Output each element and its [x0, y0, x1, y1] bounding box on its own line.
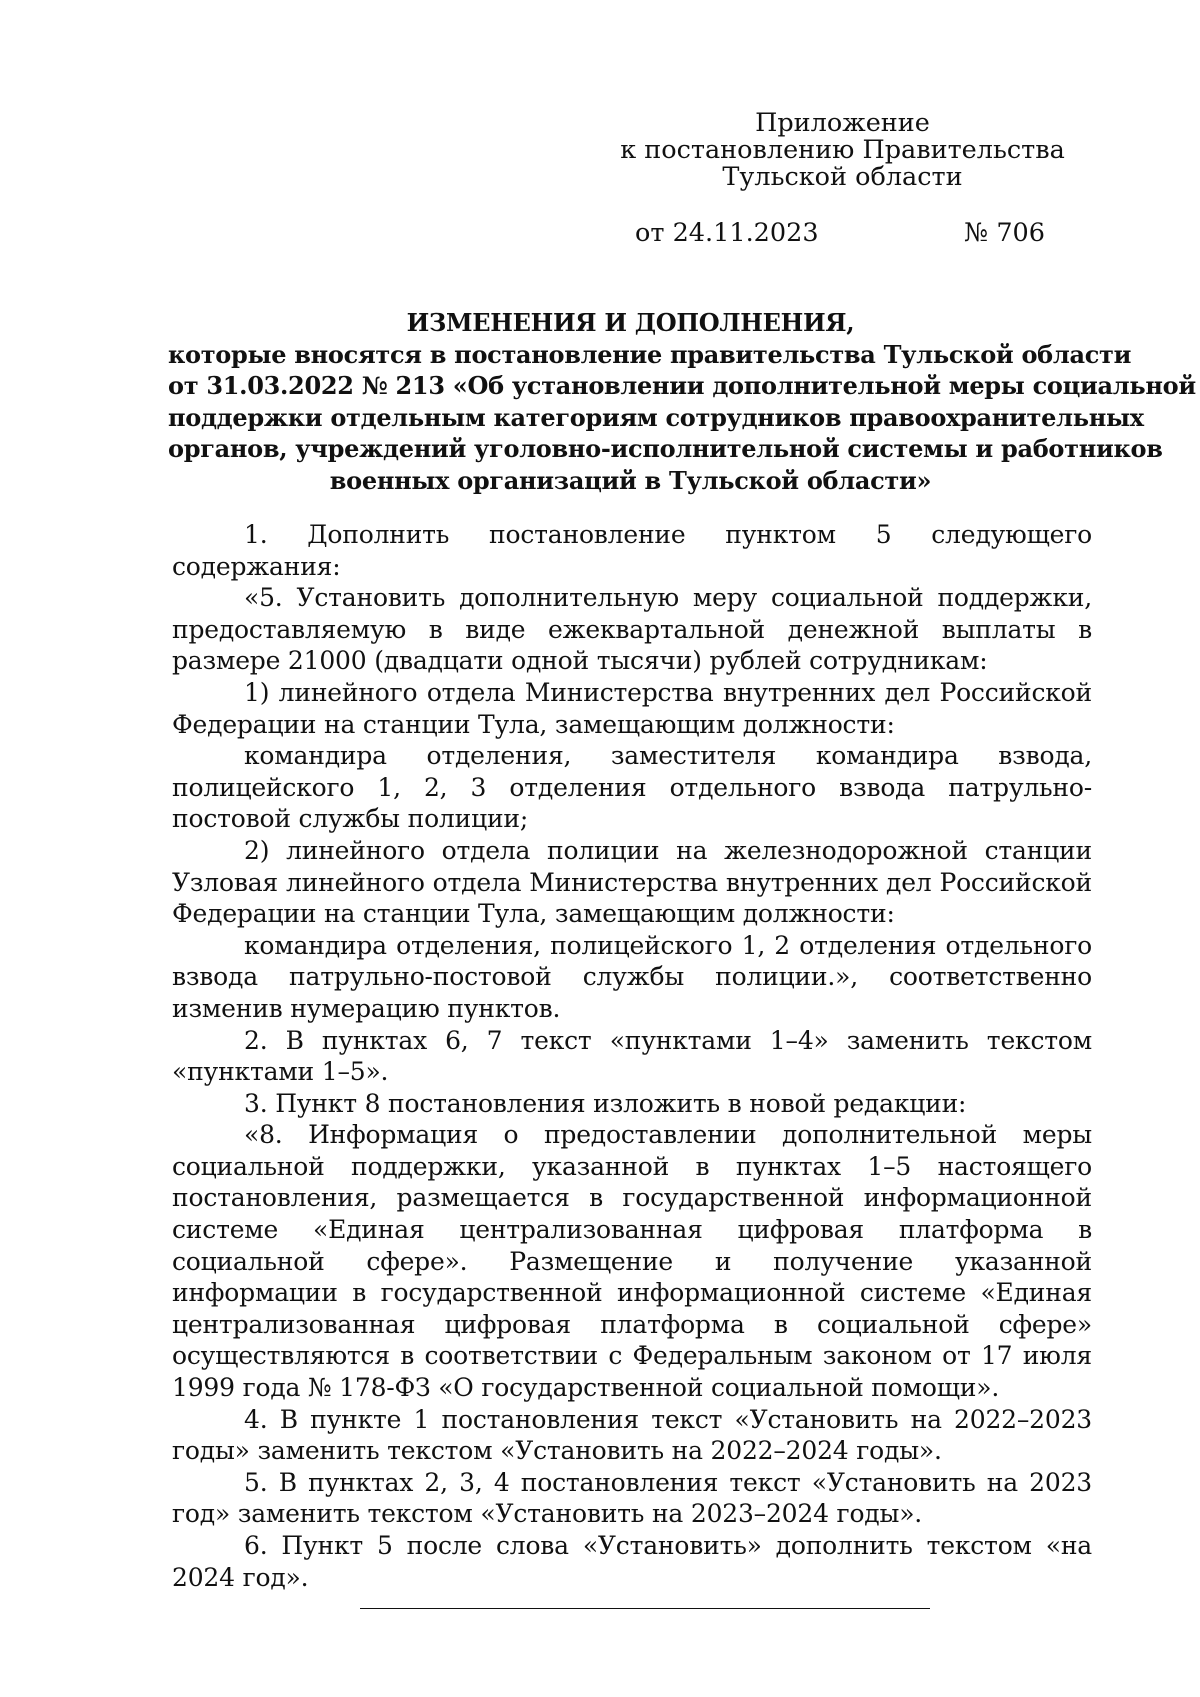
document-title — [168, 307, 1196, 497]
paragraph-10: 4. В пункте 1 постановления текст «Установить на 2022–2023 годы» заменить текстом «Установить на 2022–2024 годы». — [172, 1404, 1092, 1466]
paragraph-7: 2. В пунктах 6, 7 текст «пунктами 1–4» заменить текстом «пунктами 1–5». — [172, 1025, 1092, 1087]
document-body — [172, 519, 1092, 1593]
annex-header — [600, 110, 1085, 191]
paragraph-5: 2) линейного отдела полиции на железнодорожной станции Узловая линейного отдела Министерства внутренних дел Российской Федерации на станции Тула, замещающим должности: — [172, 835, 1092, 929]
title-line-2: которые вносятся в постановление правительства Тульской области — [168, 339, 1132, 369]
paragraph-12: 6. Пункт 5 после слова «Установить» дополнить текстом «на 2024 год». — [172, 1531, 1092, 1592]
paragraph-9: «8. Информация о предоставлении дополнительной меры социальной поддержки, указанной в пунктах 1–5 настоящего постановления, размещается в государственной информационной системе «Единая централизованная цифровая платформа в социальной сфере». Размещение и получение указанной информации в государственной информационной системе «Единая централизованная цифровая платформа в социальной сфере» осуществляются в соответствии с Федеральным законом от 17 июля 1999 года № 178-ФЗ «О государственной социальной помощи». — [172, 1120, 1092, 1403]
title-line-6: военных организаций в Тульской области» — [329, 465, 932, 495]
title-line-1: ИЗМЕНЕНИЯ И ДОПОЛНЕНИЯ, — [406, 308, 855, 337]
paragraph-6: командира отделения, полицейского 1, 2 отделения отдельного взвода патрульно-постовой службы полиции.», соответственно изменив нумерацию пунктов. — [172, 930, 1092, 1023]
paragraph-1: 1. Дополнить постановление пунктом 5 следующего содержания: — [172, 520, 1092, 581]
resolution-number: № 706 — [964, 218, 1045, 248]
annex-line-1: Приложение — [755, 108, 930, 138]
annex-line-2: к постановлению Правительства — [620, 135, 1065, 165]
paragraph-3: 1) линейного отдела Министерства внутренних дел Российской Федерации на станции Тула, замещающим должности: — [172, 677, 1092, 739]
paragraph-11: 5. В пунктах 2, 3, 4 постановления текст «Установить на 2023 год» заменить текстом «Установить на 2023–2024 годы». — [172, 1467, 1092, 1529]
title-line-5: органов, учреждений уголовно-исполнительной системы и работников — [168, 434, 1163, 464]
paragraph-4: командира отделения, заместителя командира взвода, полицейского 1, 2, 3 отделения отдельного взвода патрульно-постовой службы полиции; — [172, 741, 1092, 834]
resolution-date-number — [635, 218, 1045, 248]
end-divider — [360, 1608, 930, 1609]
resolution-date: от 24.11.2023 — [635, 218, 819, 248]
paragraph-8: 3. Пункт 8 постановления изложить в новой редакции: — [244, 1088, 967, 1118]
annex-line-3: Тульской области — [722, 162, 963, 192]
title-line-3: от 31.03.2022 № 213 «Об установлении дополнительной меры социальной — [168, 371, 1196, 401]
paragraph-2: «5. Установить дополнительную меру социальной поддержки, предоставляемую в виде ежеквартальной денежной выплаты в размере 21000 (двадцати одной тысячи) рублей сотрудникам: — [172, 583, 1092, 676]
title-line-4: поддержки отдельным категориям сотрудников правоохранительных — [168, 402, 1144, 432]
